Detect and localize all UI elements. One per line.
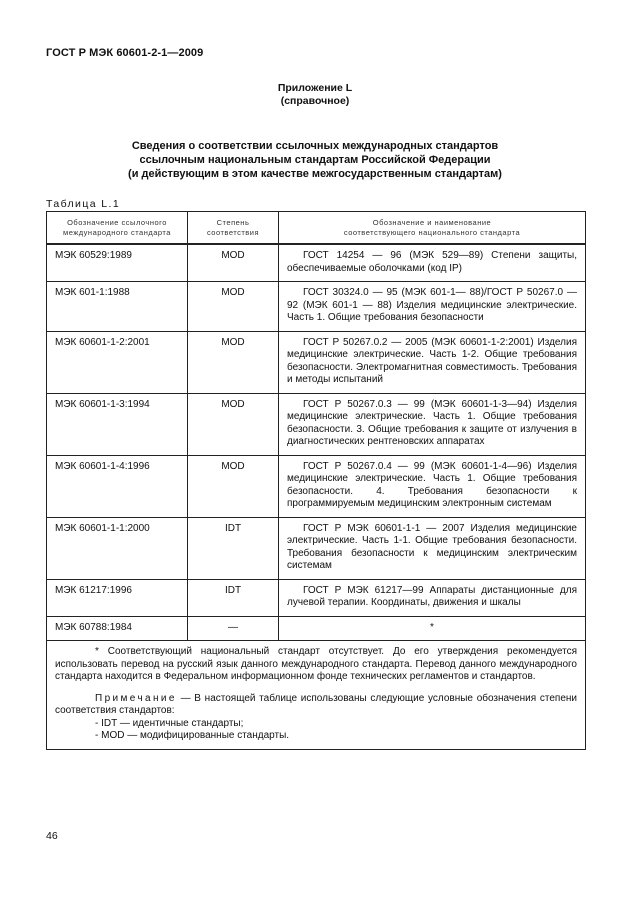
annex-title: Приложение L: [277, 82, 353, 94]
cell-degree: IDT: [188, 517, 279, 579]
cell-degree: MOD: [188, 455, 279, 517]
cell-national: *: [279, 616, 586, 641]
table-label: Таблица L.1: [46, 198, 121, 210]
table-row: [47, 282, 586, 332]
cell-reference: МЭК 61217:1996: [47, 579, 188, 616]
table-row: [47, 579, 586, 616]
cell-national: [279, 331, 586, 393]
cell-national: [279, 579, 586, 616]
table-header-row: [47, 212, 586, 245]
annex-heading: [0, 82, 630, 108]
note: [55, 693, 577, 718]
cell-national: [279, 282, 586, 332]
cell-reference: МЭК 60601-1-3:1994: [47, 393, 188, 455]
table-row: [47, 455, 586, 517]
cell-degree: MOD: [188, 393, 279, 455]
cell-degree: MOD: [188, 244, 279, 282]
cell-national-text: ГОСТ Р МЭК 60601-1-1 — 2007 Изделия медицинские электрические. Часть 1-1. Общие требования безопасности. Требования безопасности к медицинским электрическим системам: [287, 522, 577, 571]
cell-reference: МЭК 60601-1-4:1996: [47, 455, 188, 517]
note-label: Примечание: [95, 692, 177, 704]
correspondence-table: [46, 211, 586, 750]
cell-national-text: ГОСТ Р 50267.0.2 — 2005 (МЭК 60601-1-2:2001) Изделия медицинские электрические. Часть 1-2. Общие требования безопасности. Электромагнитная совместимость. Требования и методы испытаний: [287, 336, 577, 385]
cell-national: [279, 455, 586, 517]
cell-national-text: ГОСТ Р 50267.0.4 — 99 (МЭК 60601-1-4—96) Изделия медицинские электрические. Часть 1. Общие требования безопасности. 4. Требования безопасности к программируемым медицинским электронным системам: [287, 460, 577, 509]
heading-line: Сведения о соответствии ссылочных международных стандартов: [131, 140, 499, 152]
table-row: [47, 244, 586, 282]
header-text: международного стандарта: [63, 228, 171, 237]
heading-line: ссылочным национальным стандартам Российской Федерации: [139, 154, 491, 166]
cell-national-text: ГОСТ 30324.0 — 95 (МЭК 601-1— 88)/ГОСТ Р 50267.0 — 92 (МЭК 601-1 — 88) Изделия медицинские электрические. Часть 1. Общие требования безопасности: [287, 287, 577, 323]
cell-degree: MOD: [188, 282, 279, 332]
header-reference-standard: [47, 212, 188, 245]
table-row: [47, 393, 586, 455]
cell-reference: МЭК 60529:1989: [47, 244, 188, 282]
cell-degree: MOD: [188, 331, 279, 393]
cell-reference: МЭК 60601-1-1:2000: [47, 517, 188, 579]
cell-national-text: ГОСТ Р 50267.0.3 — 99 (МЭК 60601-1-3—94) Изделия медицинские электрические. Часть 1. Общие требования безопасности. 3. Общие требования к защите от излучения в диагностических рентгеновских аппаратах: [287, 398, 577, 447]
cell-national: [279, 244, 586, 282]
note-item: - MOD — модифицированные стандарты.: [95, 730, 290, 741]
header-text: соответствия: [206, 228, 260, 237]
document-code: ГОСТ Р МЭК 60601-2-1—2009: [46, 47, 204, 59]
cell-national-text: ГОСТ Р МЭК 61217—99 Аппараты дистанционные для лучевой терапии. Координаты, движения и шкалы: [287, 584, 577, 608]
header-text: Обозначение ссылочного: [67, 218, 167, 227]
cell-reference: МЭК 60601-1-2:2001: [47, 331, 188, 393]
table-row: [47, 331, 586, 393]
page-number: 46: [46, 830, 58, 842]
header-text: соответствующего национального стандарта: [343, 228, 521, 237]
table-notes: [47, 641, 586, 750]
header-national-standard: [279, 212, 586, 245]
section-heading: [0, 139, 630, 181]
note-text: — В настоящей таблице использованы следующие условные обозначения степени соответствия стандартов:: [55, 692, 577, 716]
cell-reference: МЭК 601-1:1988: [47, 282, 188, 332]
cell-reference: МЭК 60788:1984: [47, 616, 188, 641]
footnote: * Соответствующий национальный стандарт отсутствует. До его утверждения рекомендуется использовать перевод на русский язык данного международного стандарта. Перевод данного международного стандарта находится в Федеральном информационном фонде технических регламентов и стандартов.: [55, 646, 577, 682]
cell-national: [279, 517, 586, 579]
heading-line: (и действующим в этом качестве межгосударственным стандартам): [128, 168, 502, 180]
table-notes-row: [47, 641, 586, 750]
annex-subtitle: (справочное): [280, 95, 350, 107]
cell-degree: —: [188, 616, 279, 641]
table-row: [47, 517, 586, 579]
cell-national: [279, 393, 586, 455]
cell-national-text: ГОСТ 14254 — 96 (МЭК 529—89) Степени защиты, обеспечиваемые оболочками (код IP): [287, 250, 577, 274]
cell-degree: IDT: [188, 579, 279, 616]
note-item: - IDT — идентичные стандарты;: [95, 717, 244, 729]
header-text: Обозначение и наименование: [372, 218, 492, 227]
table-row: [47, 616, 586, 641]
header-text: Степень: [216, 218, 250, 227]
header-degree: [188, 212, 279, 245]
